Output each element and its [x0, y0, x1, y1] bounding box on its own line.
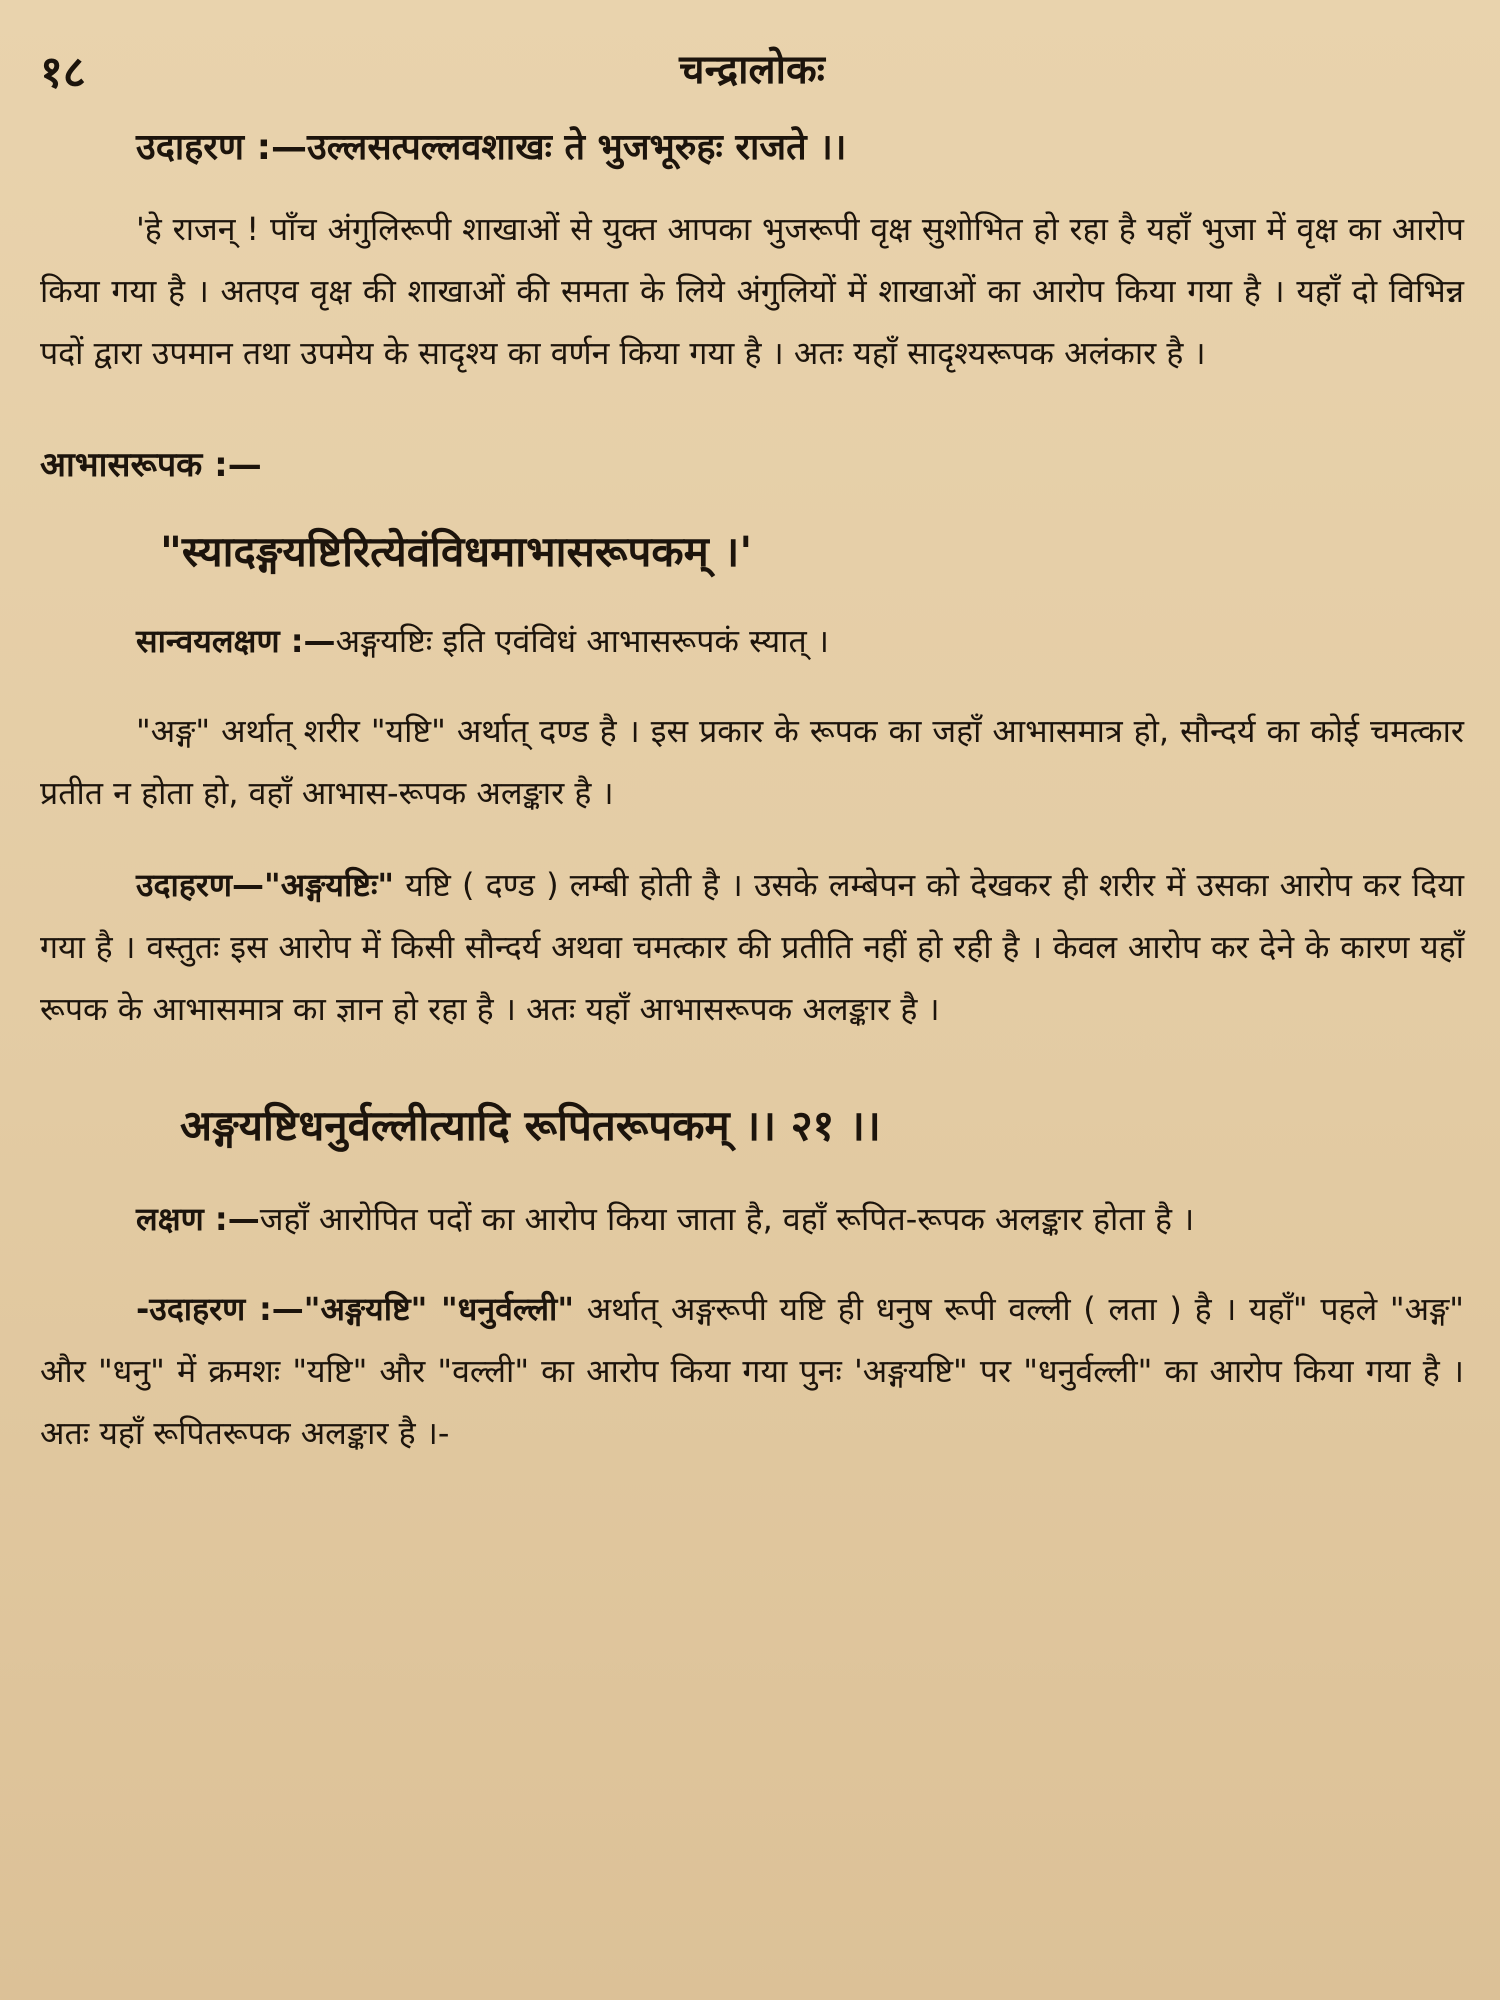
- anvaya-lakshan: [40, 610, 1464, 672]
- example-3-text: अर्थात् अङ्गरूपी यष्टि ही धनुष रूपी वल्ली ( लता ) है । यहाँ" पहले "अङ्ग" और "धनु" में क्रमशः "यष्टि" और "वल्ली" का आरोप किया गया पुनः 'अङ्गयष्टि" पर "धनुर्वल्ली" का आरोप किया गया है । अतः यहाँ रूपितरूपक अलङ्कार है ।-: [40, 1290, 1465, 1452]
- example-1-text: उल्लसत्पल्लवशाखः ते भुजभूरुहः राजते ।।: [306, 127, 847, 168]
- example-1: [40, 118, 1464, 178]
- verse-abhasarupak: "स्यादङ्गयष्टिरित्येवंविधमाभासरूपकम् ।': [160, 527, 753, 576]
- definition-text: जहाँ आरोपित पदों का आरोप किया जाता है, वहाँ रूपित-रूपक अलङ्कार होता है ।: [259, 1200, 1195, 1238]
- example-2-text: यष्टि ( दण्ड ) लम्बी होती है । उसके लम्बेपन को देखकर ही शरीर में उसका आरोप कर दिया गया है । वस्तुतः इस आरोप में किसी सौन्दर्य अथवा चमत्कार की प्रतीति नहीं हो रही है । केवल आरोप कर देने के कारण यहाँ रूपक के आभासमात्र का ज्ञान हो रहा है । अतः यहाँ आभासरूपक अलङ्कार है ।: [40, 866, 1465, 1028]
- example-3: [40, 1278, 1464, 1464]
- paragraph-1: 'हे राजन् ! पाँच अंगुलिरूपी शाखाओं से युक्त आपका भुजरूपी वृक्ष सुशोभित हो रहा है यहाँ भुजा में वृक्ष का आरोप किया गया है । अतएव वृक्ष की शाखाओं की समता के लिये अंगुलियों में शाखाओं का आरोप किया गया है । यहाँ दो विभिन्न पदों द्वारा उपमान तथा उपमेय के सादृश्य का वर्णन किया गया है । अतः यहाँ सादृश्यरूपक अलंकार है ।: [40, 210, 1464, 372]
- page-number: १८: [40, 47, 86, 98]
- meaning-paragraph: "अङ्ग" अर्थात् शरीर "यष्टि" अर्थात् दण्ड है । इस प्रकार के रूपक का जहाँ आभासमात्र हो, सौन्दर्य का कोई चमत्कार प्रतीत न होता हो, वहाँ आभास-रूपक अलङ्कार है ।: [40, 712, 1464, 812]
- anvaya-text: अङ्गयष्टिः इति एवंविधं आभासरूपकं स्यात् ।: [335, 622, 830, 660]
- definition-paragraph: [40, 1188, 1464, 1250]
- example-1-label: उदाहरण :—: [136, 127, 307, 168]
- running-title: चन्द्रालोकः: [679, 47, 825, 93]
- section-heading-abhasarupak: आभासरूपक :—: [40, 445, 262, 485]
- example-2-label: उदाहरण—"अङ्गयष्टिः": [136, 866, 395, 904]
- anvaya-label: सान्वयलक्षण :—: [136, 622, 336, 660]
- example-2: [40, 854, 1464, 1040]
- page-header: [40, 40, 1464, 106]
- verse-rupitarupak: अङ्गयष्टिधनुर्वल्लीत्यादि रूपितरूपकम् ।। २१ ।।: [180, 1101, 881, 1150]
- example-3-label: -उदाहरण :—"अङ्गयष्टि" "धनुर्वल्ली": [136, 1290, 575, 1328]
- definition-label: लक्षण :—: [136, 1200, 260, 1238]
